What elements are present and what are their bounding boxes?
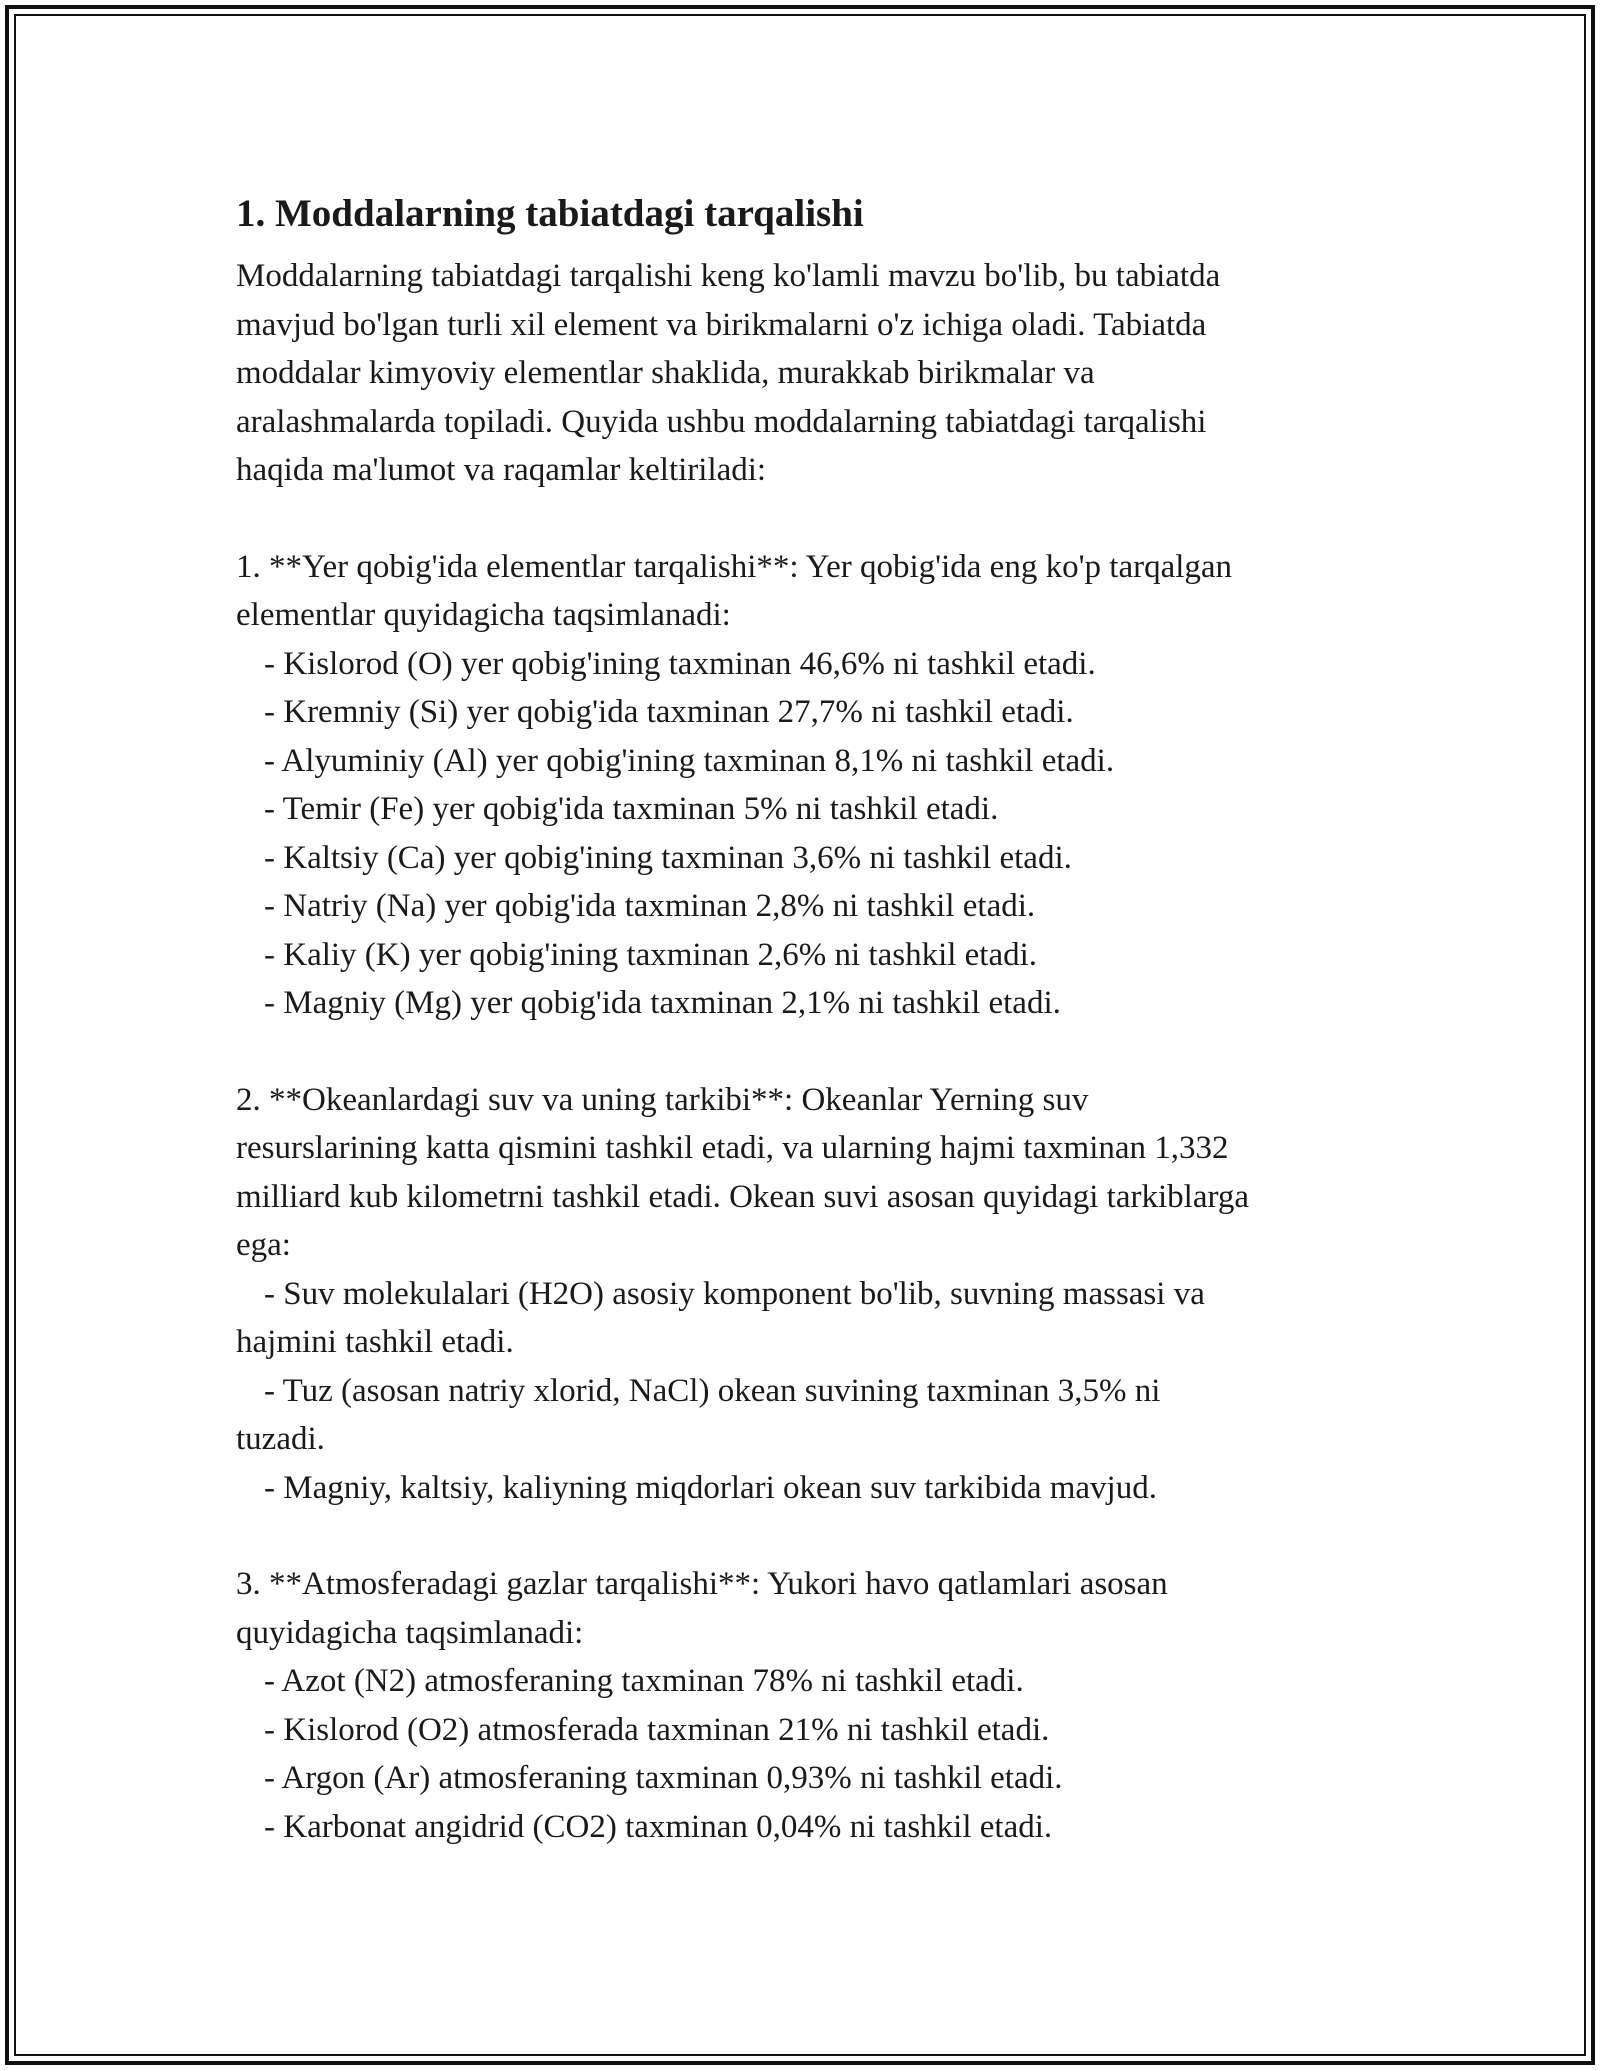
- section-heading: quyidagicha taqsimlanadi:: [236, 1614, 584, 1651]
- section-oceans: [236, 1076, 1386, 1513]
- text-line: aralashmalarda topiladi. Quyida ushbu moddalarning tabiatdagi tarqalishi: [236, 403, 1207, 440]
- list-item: - Kislorod (O2) atmosferada taxminan 21% ni tashkil etadi.: [264, 1711, 1050, 1748]
- list-item: - Temir (Fe) yer qobig'ida taxminan 5% ni tashkil etadi.: [264, 791, 999, 827]
- text-line: moddalar kimyoviy elementlar shaklida, murakkab birikmalar va: [236, 355, 1095, 391]
- list-item: - Suv molekulalari (H2O) asosiy komponent bo'lib, suvning massasi va: [264, 1275, 1205, 1312]
- text-line: Moddalarning tabiatdagi tarqalishi keng ko'lamli mavzu bo'lib, bu tabiatda: [236, 258, 1221, 294]
- section-heading: resurslarining katta qismini tashkil etadi, va ularning hajmi taxminan 1,332: [236, 1130, 1229, 1166]
- section-heading: 2. **Okeanlardagi suv va uning tarkibi**: Okeanlar Yerning suv: [236, 1081, 1089, 1118]
- list-item: - Argon (Ar) atmosferaning taxminan 0,93% ni tashkil etadi.: [264, 1760, 1063, 1796]
- section-earth-crust: [236, 543, 1386, 1028]
- section-heading: ega:: [236, 1227, 291, 1263]
- section-heading: 1. **Yer qobig'ida elementlar tarqalishi**: Yer qobig'ida eng ko'p tarqalgan: [236, 548, 1233, 585]
- page-title: 1. Moddalarning tabiatdagi tarqalishi: [236, 192, 864, 235]
- text-line: mavjud bo'lgan turli xil element va birikmalarni o'z ichiga oladi. Tabiatda: [236, 306, 1207, 343]
- list-item: - Alyuminiy (Al) yer qobig'ining taxminan 8,1% ni tashkil etadi.: [264, 742, 1115, 779]
- list-item: - Natriy (Na) yer qobig'ida taxminan 2,8% ni tashkil etadi.: [264, 888, 1036, 924]
- list-item: - Magniy (Mg) yer qobig'ida taxminan 2,1% ni tashkil etadi.: [264, 985, 1061, 1021]
- list-item: - Kaliy (K) yer qobig'ining taxminan 2,6% ni tashkil etadi.: [264, 936, 1038, 973]
- list-item-continuation: tuzadi.: [236, 1421, 325, 1457]
- section-atmosphere: [236, 1560, 1386, 1851]
- list-item: - Magniy, kaltsiy, kaliyning miqdorlari okean suv tarkibida mavjud.: [264, 1469, 1157, 1506]
- intro-paragraph: [236, 252, 1386, 495]
- document-body: [236, 184, 1386, 1851]
- list-item: - Kislorod (O) yer qobig'ining taxminan 46,6% ni tashkil etadi.: [264, 645, 1096, 682]
- list-item: - Tuz (asosan natriy xlorid, NaCl) okean suvining taxminan 3,5% ni: [264, 1372, 1161, 1409]
- section-heading: 3. **Atmosferadagi gazlar tarqalishi**: Yukori havo qatlamlari asosan: [236, 1566, 1168, 1602]
- list-item: - Azot (N2) atmosferaning taxminan 78% ni tashkil etadi.: [264, 1663, 1024, 1699]
- list-item: - Kremniy (Si) yer qobig'ida taxminan 27,7% ni tashkil etadi.: [264, 694, 1074, 730]
- list-item: - Kaltsiy (Ca) yer qobig'ining taxminan 3,6% ni tashkil etadi.: [264, 839, 1072, 876]
- section-heading: elementlar quyidagicha taqsimlanadi:: [236, 597, 731, 633]
- list-item-continuation: hajmini tashkil etadi.: [236, 1324, 514, 1360]
- list-item: - Karbonat angidrid (CO2) taxminan 0,04% ni tashkil etadi.: [264, 1808, 1053, 1845]
- text-line: haqida ma'lumot va raqamlar keltiriladi:: [236, 452, 767, 488]
- section-heading: milliard kub kilometrni tashkil etadi. Okean suvi asosan quyidagi tarkiblarga: [236, 1178, 1250, 1215]
